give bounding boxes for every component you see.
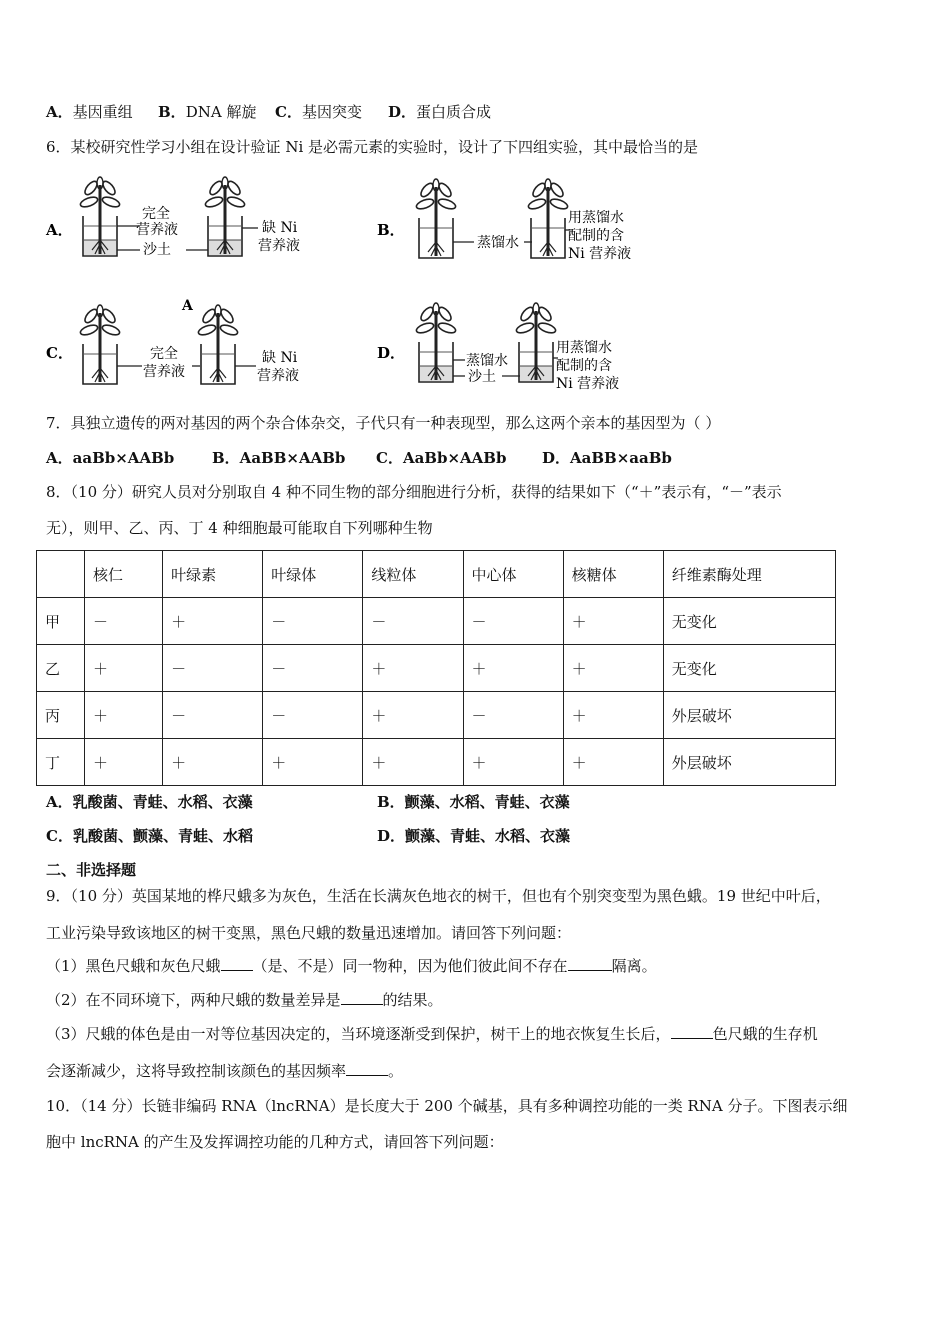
q6-b-right-label-2: 配制的含: [568, 228, 624, 244]
answer-blank[interactable]: [341, 990, 383, 1005]
q6-c-stray-mark: A: [182, 298, 193, 314]
q6-d-plant-right: [515, 303, 557, 382]
q6-a-plant-right: [204, 177, 246, 256]
q6-b-plant-right: [527, 179, 569, 258]
table-header-cell: 核仁: [85, 551, 163, 598]
answer-blank[interactable]: [221, 956, 253, 971]
q10-stem-line-2: 胞中 lncRNA 的产生及发挥调控功能的几种方式，请回答下列问题：: [46, 1133, 504, 1151]
q6-experiment-figures: [0, 170, 950, 430]
table-cell: ＋: [563, 739, 663, 786]
table-cell: ＋: [363, 739, 463, 786]
q8-option-a: A．乳酸菌、青蛙、水稻、衣藻: [46, 793, 253, 811]
q9-stem-line-2: 工业污染导致该地区的树干变黑，黑色尺蛾的数量迅速增加。请回答下列问题：: [46, 924, 572, 942]
answer-blank[interactable]: [346, 1061, 388, 1076]
table-cell: ＋: [85, 645, 163, 692]
q9-part-3-line-2: 会逐渐减少，这将导致控制该颜色的基因频率 。: [46, 1062, 404, 1080]
table-header-cell: 核糖体: [563, 551, 663, 598]
table-cell: ＋: [85, 739, 163, 786]
table-cell: －: [463, 598, 563, 645]
q5-option-d: D．蛋白质合成: [388, 103, 492, 121]
q6-stem: 6．某校研究性学习小组在设计验证 Ni 是必需元素的实验时，设计了下四组实验，其中最恰当的是: [46, 138, 699, 156]
table-header-cell: 叶绿体: [263, 551, 363, 598]
q5-option-c: C．基因突变: [275, 103, 362, 121]
table-cell: ＋: [163, 739, 263, 786]
table-header-cell: [37, 551, 85, 598]
table-cell: －: [163, 692, 263, 739]
q7-stem: 7．具独立遗传的两对基因的两个杂合体杂交，子代只有一种表现型，那么这两个亲本的基因型为（ ）: [46, 414, 721, 432]
q5-option-b: B．DNA 解旋: [158, 103, 257, 121]
table-row: [37, 739, 836, 786]
table-header-row: [37, 551, 836, 598]
table-cell: －: [163, 645, 263, 692]
q6-a-left-label-2: 营养液: [136, 222, 178, 238]
q8-stem-line-1: 8．（10 分）研究人员对分别取自 4 种不同生物的部分细胞进行分析，获得的结果如下（“＋”表示有，“－”表示: [46, 483, 782, 501]
table-cell: －: [263, 645, 363, 692]
section-heading: 二、非选择题: [46, 861, 137, 879]
table-cell: －: [85, 598, 163, 645]
table-cell: －: [463, 692, 563, 739]
table-cell: 无变化: [663, 598, 835, 645]
table-cell: ＋: [363, 692, 463, 739]
table-cell: －: [263, 692, 363, 739]
q9-part-2: （2）在不同环境下，两种尺蛾的数量差异是 的结果。: [46, 991, 443, 1009]
table-cell: ＋: [85, 692, 163, 739]
q7-option-d: D．AaBB×aaBb: [542, 449, 672, 467]
table-cell: －: [363, 598, 463, 645]
table-cell: －: [263, 598, 363, 645]
q6-a-plant-left: [79, 177, 121, 256]
q6-a-right-label-2: 营养液: [258, 238, 300, 254]
q6-option-d-letter: D．: [377, 344, 406, 362]
q8-option-d: D．颤藻、青蛙、水稻、衣藻: [377, 827, 571, 845]
table-cell: ＋: [463, 739, 563, 786]
q6-d-right-label-2: 配制的含: [556, 358, 612, 374]
table-row: [37, 692, 836, 739]
q6-c-plant-left: [79, 305, 121, 384]
q6-option-b-letter: B．: [377, 221, 405, 239]
q6-option-a-letter: A．: [46, 221, 73, 239]
q6-b-plant-left: [415, 179, 457, 258]
q9-part-3-line-1: （3）尺蛾的体色是由一对等位基因决定的，当环境逐渐受到保护，树干上的地衣恢复生长后， 色尺蛾的生存机: [46, 1025, 818, 1043]
q6-d-soil-label: 沙土: [468, 369, 496, 385]
q6-b-right-label-1: 用蒸馏水: [568, 210, 624, 226]
table-cell: ＋: [263, 739, 363, 786]
table-cell: ＋: [563, 598, 663, 645]
q7-option-a: A．aaBb×AABb: [46, 449, 175, 467]
q8-option-b: B．颤藻、水稻、青蛙、衣藻: [377, 793, 570, 811]
answer-blank[interactable]: [568, 956, 612, 971]
table-row: [37, 598, 836, 645]
q8-stem-line-2: 无），则甲、乙、丙、丁 4 种细胞最可能取自下列哪种生物: [46, 519, 433, 537]
q9-stem-line-1: 9．（10 分）英国某地的桦尺蛾多为灰色，生活在长满灰色地衣的树干，但也有个别突变型为黑色蛾。19 世纪中叶后，: [46, 887, 831, 905]
q6-b-left-label: 蒸馏水: [477, 235, 519, 251]
q6-option-c-letter: C．: [46, 344, 73, 362]
q6-d-right-label-3: Ni 营养液: [556, 376, 620, 392]
table-cell: ＋: [163, 598, 263, 645]
table-cell: 乙: [37, 645, 85, 692]
table-header-cell: 纤维素酶处理: [663, 551, 835, 598]
table-cell: 无变化: [663, 645, 835, 692]
q6-c-left-label-1: 完全: [150, 346, 178, 362]
q8-cell-table: [36, 550, 836, 786]
q8-option-c: C．乳酸菌、颤藻、青蛙、水稻: [46, 827, 253, 845]
table-header-cell: 叶绿素: [163, 551, 263, 598]
table-cell: 甲: [37, 598, 85, 645]
q6-a-right-label-1: 缺 Ni: [262, 220, 298, 236]
q6-c-left-label-2: 营养液: [143, 364, 185, 380]
table-cell: ＋: [563, 645, 663, 692]
table-header-cell: 中心体: [463, 551, 563, 598]
q6-c-right-label-1: 缺 Ni: [262, 350, 298, 366]
q6-d-left-label: 蒸馏水: [466, 353, 508, 369]
answer-blank[interactable]: [671, 1024, 713, 1039]
table-cell: 丙: [37, 692, 85, 739]
q5-option-a: A．基因重组: [46, 103, 133, 121]
q10-stem-line-1: 10．（14 分）长链非编码 RNA（lncRNA）是长度大于 200 个碱基，具有多种调控功能的一类 RNA 分子。下图表示细: [46, 1097, 848, 1115]
table-row: [37, 645, 836, 692]
q6-c-plant-right: [197, 305, 239, 384]
table-header-cell: 线粒体: [363, 551, 463, 598]
q6-b-right-label-3: Ni 营养液: [568, 246, 632, 262]
q6-a-soil-label: 沙土: [143, 242, 171, 258]
q6-d-right-label-1: 用蒸馏水: [556, 340, 612, 356]
q9-part-1: （1）黑色尺蛾和灰色尺蛾 （是、不是）同一物种，因为他们彼此间不存在 隔离。: [46, 957, 657, 975]
q6-c-right-label-2: 营养液: [257, 368, 299, 384]
table-cell: ＋: [563, 692, 663, 739]
q7-option-c: C．AaBb×AABb: [376, 449, 507, 467]
table-cell: 外层破坏: [663, 739, 835, 786]
table-cell: ＋: [363, 645, 463, 692]
table-cell: ＋: [463, 645, 563, 692]
table-cell: 外层破坏: [663, 692, 835, 739]
q7-option-b: B．AaBB×AABb: [212, 449, 346, 467]
q6-d-plant-left: [415, 303, 457, 382]
q6-a-left-label-1: 完全: [142, 206, 170, 222]
table-cell: 丁: [37, 739, 85, 786]
